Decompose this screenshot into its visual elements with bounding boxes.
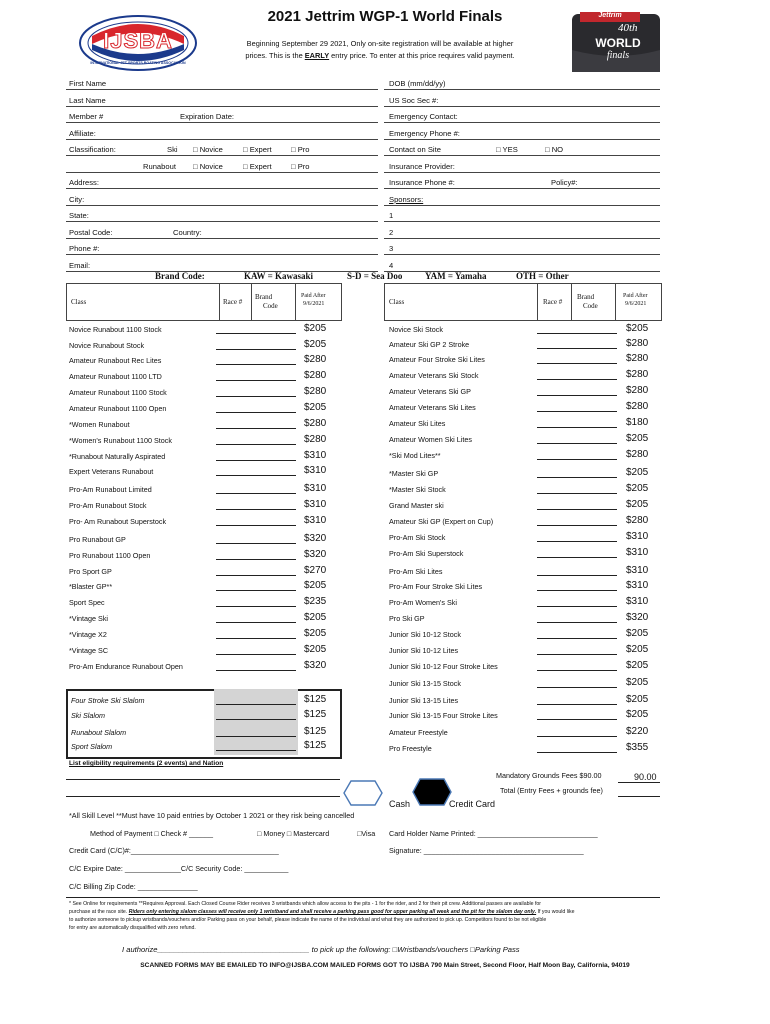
fine-print-2b: Riders only entering slalom classes will receive only 1 wristband and shall receive a parking pass good for upper parking all week and the pit for the slalom day only. bbox=[128, 909, 537, 915]
fine-print bbox=[69, 900, 669, 932]
header-brand-right: Brand bbox=[577, 293, 595, 301]
field-sponsors[interactable]: Sponsors: bbox=[389, 195, 424, 204]
right-class-price: $320 bbox=[626, 612, 649, 623]
credit-card-hexagon-icon[interactable] bbox=[412, 778, 452, 808]
form-title: 2021 Jettrim WGP-1 World Finals bbox=[267, 8, 503, 25]
right-class-price: $205 bbox=[626, 499, 649, 510]
right-class-price: $280 bbox=[626, 338, 649, 349]
right-race-entry-line[interactable] bbox=[537, 525, 617, 526]
right-class-name: Grand Master ski bbox=[389, 501, 444, 510]
left-race-entry-line[interactable] bbox=[216, 380, 296, 381]
right-class-price: $205 bbox=[626, 467, 649, 478]
left-race-entry-line[interactable] bbox=[216, 428, 296, 429]
slalom-class-name: Ski Slalom bbox=[71, 711, 105, 720]
left-class-name: *Vintage X2 bbox=[69, 630, 107, 639]
left-race-entry-line[interactable] bbox=[216, 559, 296, 560]
field-affiliate[interactable]: Affiliate: bbox=[69, 129, 96, 138]
left-info-rule bbox=[66, 188, 378, 189]
left-class-name: *Runabout Naturally Aspirated bbox=[69, 452, 166, 461]
eligibility-label: List eligibility requirements (2 events) and Nation bbox=[69, 760, 224, 767]
left-class-price: $320 bbox=[304, 660, 327, 671]
left-info-rule bbox=[66, 221, 378, 222]
left-class-name: *Women Runabout bbox=[69, 420, 130, 429]
right-race-entry-line[interactable] bbox=[537, 557, 617, 558]
left-race-entry-line[interactable] bbox=[216, 509, 296, 510]
right-class-name: *Master Ski Stock bbox=[389, 485, 446, 494]
field-n3[interactable]: 3 bbox=[389, 244, 394, 253]
right-info-rule bbox=[384, 139, 660, 140]
subtitle-emph: EARLY bbox=[304, 51, 330, 60]
fine-print-2c: If you would like bbox=[536, 909, 575, 915]
left-class-name: Novice Runabout 1100 Stock bbox=[69, 325, 162, 334]
field-city[interactable]: City: bbox=[69, 195, 85, 204]
field-n1[interactable]: 1 bbox=[389, 211, 394, 220]
left-class-name: *Vintage Ski bbox=[69, 614, 109, 623]
left-class-price: $310 bbox=[304, 483, 327, 494]
field-member[interactable]: Member # bbox=[69, 112, 104, 121]
left-race-entry-line[interactable] bbox=[216, 525, 296, 526]
right-class-name: Amateur Freestyle bbox=[389, 728, 448, 737]
grounds-fee-label: Mandatory Grounds Fees $90.00 bbox=[496, 771, 602, 780]
field-country[interactable]: Country: bbox=[173, 228, 202, 237]
right-race-entry-line[interactable] bbox=[537, 736, 617, 737]
right-class-price: $310 bbox=[626, 547, 649, 558]
left-race-entry-line[interactable] bbox=[216, 333, 296, 334]
credit-card-number-field[interactable]: Credit Card (C/C)#:_____________________________________ bbox=[69, 846, 279, 855]
right-class-name: Amateur Four Stroke Ski Lites bbox=[389, 355, 485, 364]
right-race-entry-line[interactable] bbox=[537, 411, 617, 412]
left-info-rule bbox=[66, 122, 378, 123]
left-class-name: Pro Runabout 1100 Open bbox=[69, 551, 151, 560]
right-info-rule bbox=[384, 238, 660, 239]
field-insurance-provider[interactable]: Insurance Provider: bbox=[389, 162, 455, 171]
right-class-price: $280 bbox=[626, 449, 649, 460]
left-class-price: $205 bbox=[304, 402, 327, 413]
left-race-entry-line[interactable] bbox=[216, 670, 296, 671]
right-race-entry-line[interactable] bbox=[537, 333, 617, 334]
field-n2[interactable]: 2 bbox=[389, 228, 394, 237]
left-race-entry-line[interactable] bbox=[216, 575, 296, 576]
class-ski-label: Ski bbox=[167, 145, 178, 154]
left-class-price: $280 bbox=[304, 418, 327, 429]
notes-text: *All Skill Level **Must have 10 paid entries by October 1 2021 or they risk being cancelled bbox=[69, 811, 355, 820]
field-state[interactable]: State: bbox=[69, 211, 89, 220]
left-class-price: $205 bbox=[304, 628, 327, 639]
header-paiddate-right: 9/6/2021 bbox=[625, 301, 647, 307]
runabout-novice-checkbox[interactable]: □ Novice bbox=[193, 162, 223, 171]
left-class-name: *Women's Runabout 1100 Stock bbox=[69, 436, 172, 445]
left-class-price: $205 bbox=[304, 644, 327, 655]
ski-novice-checkbox[interactable]: □ Novice bbox=[193, 145, 223, 154]
logo-world-text: WORLD bbox=[595, 36, 641, 50]
subtitle-line-2 bbox=[200, 50, 560, 62]
right-info-rule bbox=[384, 122, 660, 123]
right-class-price: $205 bbox=[626, 483, 649, 494]
field-dob[interactable]: DOB (mm/dd/yy) bbox=[389, 79, 446, 88]
right-class-name: Amateur Veterans Ski Lites bbox=[389, 403, 476, 412]
right-race-entry-line[interactable] bbox=[537, 477, 617, 478]
header-race-left: Race # bbox=[223, 298, 243, 306]
field-ssn[interactable]: US Soc Sec #: bbox=[389, 96, 439, 105]
right-class-price: $220 bbox=[626, 726, 649, 737]
right-class-name: Pro Ski GP bbox=[389, 614, 425, 623]
header-code-right: Code bbox=[583, 302, 598, 310]
left-class-name: Amateur Runabout 1100 Open bbox=[69, 404, 167, 413]
right-race-entry-line[interactable] bbox=[537, 493, 617, 494]
left-class-name: Pro-Am Runabout Limited bbox=[69, 485, 152, 494]
left-race-entry-line[interactable] bbox=[216, 460, 296, 461]
right-class-price: $355 bbox=[626, 742, 649, 753]
right-info-rule bbox=[384, 89, 660, 90]
left-race-entry-line[interactable] bbox=[216, 606, 296, 607]
right-class-name: Junior Ski 13-15 Lites bbox=[389, 696, 459, 705]
right-race-entry-line[interactable] bbox=[537, 719, 617, 720]
header-paiddate-left: 9/6/2021 bbox=[303, 301, 325, 307]
left-class-name: *Vintage SC bbox=[69, 646, 109, 655]
right-class-name: Novice Ski Stock bbox=[389, 325, 443, 334]
right-race-entry-line[interactable] bbox=[537, 752, 617, 753]
header-class-left: Class bbox=[71, 298, 87, 306]
right-class-name: Pro-Am Ski Superstock bbox=[389, 549, 464, 558]
field-postal[interactable]: Postal Code: bbox=[69, 228, 113, 237]
fine-print-line-1: * See Online for requirements **Requires Approval. Each Closed Course Rider receives 3 wristbands which allow access to the pits - 1 for the rider, and 2 for their pit crew. Additional passes are available for bbox=[69, 901, 542, 907]
left-class-name: Novice Runabout Stock bbox=[69, 341, 145, 350]
grounds-fee-line bbox=[618, 782, 660, 783]
right-class-price: $310 bbox=[626, 531, 649, 542]
cash-hexagon-icon[interactable] bbox=[343, 780, 383, 808]
left-class-name: Expert Veterans Runabout bbox=[69, 467, 154, 476]
right-class-price: $180 bbox=[626, 417, 649, 428]
right-race-entry-line[interactable] bbox=[537, 459, 617, 460]
right-class-price: $205 bbox=[626, 694, 649, 705]
left-class-name: Pro-Am Runabout Stock bbox=[69, 501, 147, 510]
left-race-entry-line[interactable] bbox=[216, 638, 296, 639]
header-race-right: Race # bbox=[543, 298, 563, 306]
left-info-rule bbox=[66, 271, 378, 272]
right-class-price: $280 bbox=[626, 401, 649, 412]
right-info-rule bbox=[384, 106, 660, 107]
left-info-rule bbox=[66, 254, 378, 255]
left-info-rule bbox=[66, 238, 378, 239]
signature-field[interactable]: Signature: ________________________________________ bbox=[389, 846, 584, 855]
left-race-entry-line[interactable] bbox=[216, 622, 296, 623]
left-class-name: Pro- Am Runabout Superstock bbox=[69, 517, 167, 526]
eligibility-line-1[interactable] bbox=[66, 779, 340, 780]
field-insurance-phone[interactable]: Insurance Phone #: bbox=[389, 178, 455, 187]
right-class-name: Amateur Veterans Ski Stock bbox=[389, 371, 479, 380]
left-class-price: $320 bbox=[304, 549, 327, 560]
credit-card-label: Credit Card bbox=[449, 799, 496, 809]
right-info-rule bbox=[384, 155, 660, 156]
field-first-name[interactable]: First Name bbox=[69, 79, 107, 88]
logo-jettrim-text: Jettrim bbox=[598, 12, 622, 19]
right-class-name: Junior Ski 10-12 Stock bbox=[389, 630, 461, 639]
right-class-name: Junior Ski 13-15 Stock bbox=[389, 679, 461, 688]
right-class-price: $280 bbox=[626, 353, 649, 364]
left-class-price: $280 bbox=[304, 434, 327, 445]
slalom-shaded-area bbox=[214, 689, 298, 755]
right-class-name: Amateur Ski Lites bbox=[389, 419, 446, 428]
ski-pro-checkbox[interactable]: □ Pro bbox=[291, 145, 310, 154]
right-race-entry-line[interactable] bbox=[537, 622, 617, 623]
field-emergency-contact[interactable]: Emergency Contact: bbox=[389, 112, 458, 121]
right-race-entry-line[interactable] bbox=[537, 606, 617, 607]
field-address[interactable]: Address: bbox=[69, 178, 99, 187]
slalom-class-price: $125 bbox=[304, 726, 327, 737]
left-race-entry-line[interactable] bbox=[216, 444, 296, 445]
slalom-race-entry-line[interactable] bbox=[216, 736, 296, 737]
left-info-rule bbox=[66, 155, 378, 156]
right-race-entry-line[interactable] bbox=[537, 654, 617, 655]
divider bbox=[251, 284, 252, 320]
field-last-name[interactable]: Last Name bbox=[69, 96, 106, 105]
left-class-price: $270 bbox=[304, 565, 327, 576]
left-race-entry-line[interactable] bbox=[216, 396, 296, 397]
right-race-entry-line[interactable] bbox=[537, 638, 617, 639]
class-runabout-label: Runabout bbox=[143, 162, 176, 171]
right-class-name: Amateur Veterans Ski GP bbox=[389, 387, 471, 396]
expire-security-field[interactable]: C/C Expire Date: ______________C/C Security Code: ___________ bbox=[69, 864, 289, 873]
right-class-name: Amateur Women Ski Lites bbox=[389, 435, 472, 444]
right-class-price: $310 bbox=[626, 596, 649, 607]
right-info-rule bbox=[384, 254, 660, 255]
divider bbox=[537, 284, 538, 320]
left-class-price: $310 bbox=[304, 515, 327, 526]
right-race-entry-line[interactable] bbox=[537, 363, 617, 364]
field-policy[interactable]: Policy#: bbox=[551, 178, 578, 187]
left-class-price: $205 bbox=[304, 580, 327, 591]
authorize-line[interactable]: I authorize____________________________________ to pick up the following: □Wristbands/vouchers □Parking Pass bbox=[122, 945, 520, 954]
fine-print-top-rule bbox=[66, 897, 660, 898]
right-race-entry-line[interactable] bbox=[537, 590, 617, 591]
ski-expert-checkbox[interactable]: □ Expert bbox=[243, 145, 272, 154]
classification-label: Classification: bbox=[69, 145, 116, 154]
divider bbox=[571, 284, 572, 320]
slalom-class-name: Runabout Slalom bbox=[71, 728, 127, 737]
right-class-price: $310 bbox=[626, 565, 649, 576]
right-class-price: $205 bbox=[626, 628, 649, 639]
brand-code-kaw: KAW = Kawasaki bbox=[244, 271, 313, 281]
left-info-rule bbox=[66, 205, 378, 206]
brand-code-yamaha: YAM = Yamaha bbox=[425, 271, 487, 281]
right-info-rule bbox=[384, 172, 660, 173]
right-class-name: *Master Ski GP bbox=[389, 469, 439, 478]
slalom-class-name: Sport Slalom bbox=[71, 742, 113, 751]
right-race-entry-line[interactable] bbox=[537, 395, 617, 396]
slalom-race-entry-line[interactable] bbox=[216, 719, 296, 720]
brand-code-seadoo: S-D = Sea Doo bbox=[347, 271, 403, 281]
left-info-rule bbox=[66, 139, 378, 140]
left-class-price: $235 bbox=[304, 596, 327, 607]
right-class-price: $310 bbox=[626, 580, 649, 591]
logo-finals-text: finals bbox=[606, 50, 630, 61]
slalom-class-price: $125 bbox=[304, 709, 327, 720]
right-class-name: Pro-Am Ski Stock bbox=[389, 533, 446, 542]
right-class-price: $280 bbox=[626, 369, 649, 380]
left-class-name: Pro Runabout GP bbox=[69, 535, 126, 544]
left-class-price: $310 bbox=[304, 450, 327, 461]
money-mastercard-options[interactable]: □ Money □ Mastercard bbox=[257, 829, 330, 838]
left-class-price: $205 bbox=[304, 612, 327, 623]
left-class-price: $310 bbox=[304, 465, 327, 476]
left-race-entry-line[interactable] bbox=[216, 475, 296, 476]
divider bbox=[219, 284, 220, 320]
cash-label: Cash bbox=[389, 799, 411, 809]
right-class-name: Amateur Ski GP 2 Stroke bbox=[389, 340, 470, 349]
slalom-race-entry-line[interactable] bbox=[216, 704, 296, 705]
left-race-entry-line[interactable] bbox=[216, 349, 296, 350]
contact-yes-checkbox[interactable]: □ YES bbox=[496, 145, 518, 154]
right-class-name: Junior Ski 10-12 Lites bbox=[389, 646, 459, 655]
header-brand-left: Brand bbox=[255, 293, 273, 301]
right-class-name: Pro-Am Ski Lites bbox=[389, 567, 443, 576]
logo-40th-text: 40th bbox=[618, 22, 638, 34]
slalom-race-entry-line[interactable] bbox=[216, 750, 296, 751]
left-class-price: $320 bbox=[304, 533, 327, 544]
left-class-price: $205 bbox=[304, 339, 327, 350]
fine-print-line-2 bbox=[69, 908, 669, 916]
left-class-price: $280 bbox=[304, 354, 327, 365]
subtitle-post: entry price. To enter at this price requires valid payment. bbox=[329, 51, 515, 60]
ijsba-logo-text: IJSBA bbox=[103, 28, 173, 53]
method-of-payment[interactable]: Method of Payment □ Check # ______ bbox=[90, 829, 214, 838]
contact-no-checkbox[interactable]: □ NO bbox=[545, 145, 564, 154]
left-class-price: $280 bbox=[304, 386, 327, 397]
divider bbox=[295, 284, 296, 320]
right-race-entry-line[interactable] bbox=[537, 443, 617, 444]
eligibility-line-2[interactable] bbox=[66, 796, 340, 797]
right-race-entry-line[interactable] bbox=[537, 687, 617, 688]
right-race-entry-line[interactable] bbox=[537, 379, 617, 380]
header-paidafter-right: Paid After bbox=[623, 293, 648, 299]
left-class-name: Amateur Runabout 1100 LTD bbox=[69, 372, 162, 381]
right-class-price: $205 bbox=[626, 709, 649, 720]
left-race-entry-line[interactable] bbox=[216, 654, 296, 655]
right-class-name: Pro-Am Women's Ski bbox=[389, 598, 457, 607]
brand-code-label: Brand Code: bbox=[155, 271, 205, 281]
fine-print-2a: purchase at the race site. bbox=[69, 909, 129, 915]
right-class-name: *Ski Mod Lites** bbox=[389, 451, 441, 460]
left-class-name: Pro Sport GP bbox=[69, 567, 112, 576]
right-race-entry-line[interactable] bbox=[537, 575, 617, 576]
left-race-entry-line[interactable] bbox=[216, 493, 296, 494]
right-race-entry-line[interactable] bbox=[537, 704, 617, 705]
left-info-rule bbox=[66, 106, 378, 107]
right-info-rule bbox=[384, 205, 660, 206]
right-race-entry-line[interactable] bbox=[537, 427, 617, 428]
left-table-header bbox=[66, 283, 342, 321]
right-class-price: $280 bbox=[626, 515, 649, 526]
subtitle-pre: prices. This is the bbox=[245, 51, 305, 60]
right-class-price: $205 bbox=[626, 433, 649, 444]
left-class-name: *Blaster GP** bbox=[69, 582, 113, 591]
left-class-price: $205 bbox=[304, 323, 327, 334]
fine-print-line-4: for entry are automatically disqualified with zero refund. bbox=[69, 925, 196, 931]
right-class-price: $205 bbox=[626, 644, 649, 655]
slalom-class-price: $125 bbox=[304, 740, 327, 751]
field-emergency-phone[interactable]: Emergency Phone #: bbox=[389, 129, 460, 138]
slalom-class-price: $125 bbox=[304, 694, 327, 705]
left-race-entry-line[interactable] bbox=[216, 412, 296, 413]
brand-code-other: OTH = Other bbox=[516, 271, 569, 281]
total-label: Total (Entry Fees + grounds fee) bbox=[500, 786, 603, 795]
left-class-price: $310 bbox=[304, 499, 327, 510]
left-class-price: $280 bbox=[304, 370, 327, 381]
right-table-header bbox=[384, 283, 662, 321]
runabout-pro-checkbox[interactable]: □ Pro bbox=[291, 162, 310, 171]
right-class-name: Junior Ski 10-12 Four Stroke Lites bbox=[389, 662, 498, 671]
header-class-right: Class bbox=[389, 298, 405, 306]
right-class-name: Pro-Am Four Stroke Ski Lites bbox=[389, 582, 483, 591]
field-email[interactable]: Email: bbox=[69, 261, 91, 270]
contact-on-site-label: Contact on Site bbox=[389, 145, 441, 154]
total-line[interactable] bbox=[618, 796, 660, 797]
fine-print-line-3: to authorize someone to pickup wristbands/vouchers and/or Parking pass on your behalf, please indicate the name of the individual and what they are authorized to pick up. Competitors found to be not eligible bbox=[69, 917, 547, 923]
left-race-entry-line[interactable] bbox=[216, 543, 296, 544]
field-phone[interactable]: Phone #: bbox=[69, 244, 100, 253]
billing-zip-field[interactable]: C/C Billing Zip Code: _______________ bbox=[69, 882, 198, 891]
card-holder-field[interactable]: Card Holder Name Printed: ______________________________ bbox=[389, 829, 598, 838]
right-class-name: Pro Freestyle bbox=[389, 744, 432, 753]
left-race-entry-line[interactable] bbox=[216, 364, 296, 365]
ijsba-logo-ring-text: INTERNATIONAL JET SPORTS BOATING ASSOCIATION bbox=[90, 61, 186, 65]
header-paidafter-left: Paid After bbox=[301, 293, 326, 299]
left-class-name: Pro-Am Endurance Runabout Open bbox=[69, 662, 183, 671]
left-info-rule bbox=[66, 89, 378, 90]
grounds-fee-value: 90.00 bbox=[634, 772, 657, 782]
right-info-rule bbox=[384, 221, 660, 222]
field-n4[interactable]: 4 bbox=[389, 261, 394, 270]
right-race-entry-line[interactable] bbox=[537, 348, 617, 349]
divider bbox=[615, 284, 616, 320]
left-class-name: Amateur Runabout Rec Lites bbox=[69, 356, 162, 365]
right-info-rule bbox=[384, 188, 660, 189]
left-class-name: Sport Spec bbox=[69, 598, 105, 607]
subtitle-line-1: Beginning September 29 2021, Only on-site registration will be available at higher bbox=[246, 39, 514, 48]
right-race-entry-line[interactable] bbox=[537, 670, 617, 671]
mail-instructions: SCANNED FORMS MAY BE EMAILED TO INFO@IJSBA.COM MAILED FORMS GOT TO IJSBA 790 Main Street, Second Floor, Half Moon Bay, California, 94019 bbox=[140, 962, 630, 969]
field-expiration[interactable]: Expiration Date: bbox=[180, 112, 235, 121]
left-class-name: Amateur Runabout 1100 Stock bbox=[69, 388, 167, 397]
right-class-price: $205 bbox=[626, 323, 649, 334]
right-class-price: $205 bbox=[626, 677, 649, 688]
right-class-name: Junior Ski 13-15 Four Stroke Lites bbox=[389, 711, 498, 720]
runabout-expert-checkbox[interactable]: □ Expert bbox=[243, 162, 272, 171]
left-race-entry-line[interactable] bbox=[216, 590, 296, 591]
right-race-entry-line[interactable] bbox=[537, 541, 617, 542]
left-info-rule bbox=[66, 172, 378, 173]
right-race-entry-line[interactable] bbox=[537, 509, 617, 510]
form-subtitle bbox=[200, 38, 560, 62]
visa-option[interactable]: □Visa bbox=[357, 829, 376, 838]
right-class-price: $280 bbox=[626, 385, 649, 396]
right-class-name: Amateur Ski GP (Expert on Cup) bbox=[389, 517, 494, 526]
header-code-left: Code bbox=[263, 302, 278, 310]
slalom-class-name: Four Stroke Ski Slalom bbox=[71, 696, 145, 705]
right-class-price: $205 bbox=[626, 660, 649, 671]
